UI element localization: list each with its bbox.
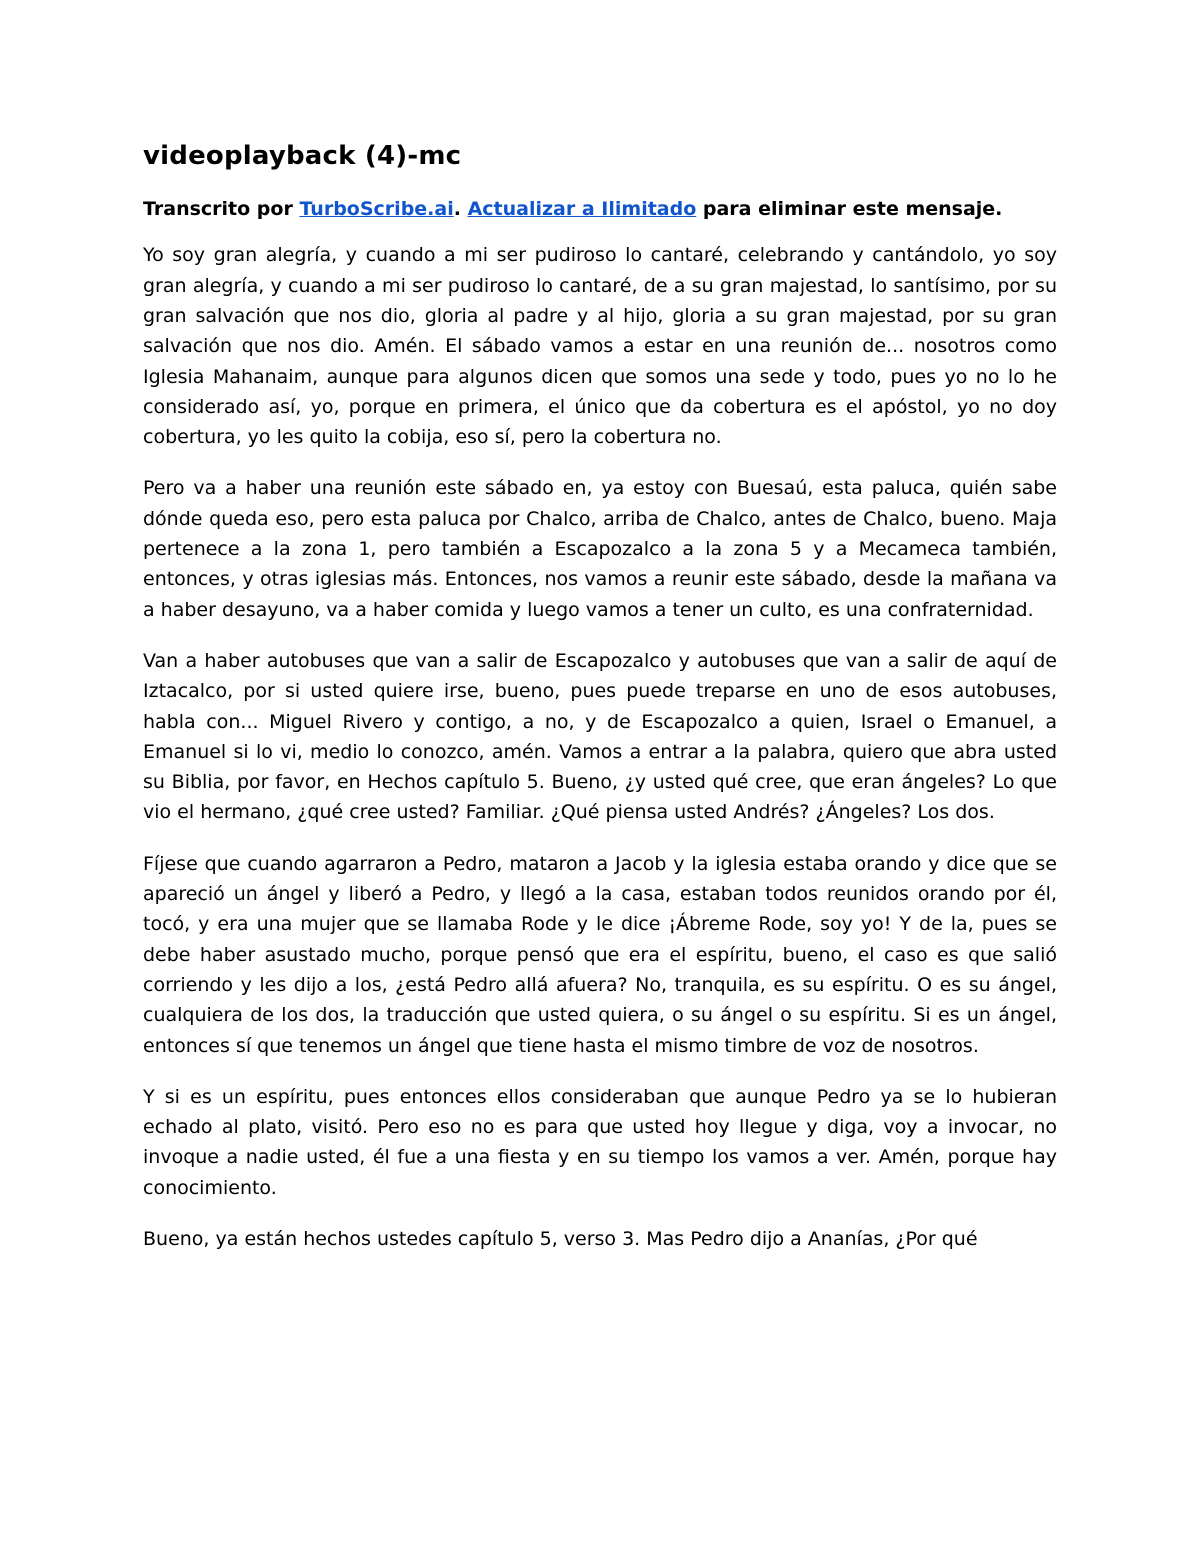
- notice-prefix: Transcrito por: [143, 197, 300, 220]
- document-title: videoplayback (4)-mc: [143, 141, 462, 171]
- notice-suffix: para eliminar este mensaje.: [696, 197, 1003, 220]
- notice-separator: .: [453, 197, 468, 220]
- paragraph-3: Van a haber autobuses que van a salir de Escapozalco y autobuses que van a salir de aquí de Iztacalco, por si usted quiere irse, bueno, pues puede treparse en uno de esos autobuses, habla con... Miguel Rivero y contigo, a no, y de Escapozalco a quien, Israel o Emanuel, a Emanuel si lo vi, medio lo conozco, amén. Vamos a entrar a la palabra, quiero que abra usted su Biblia, por favor, en Hechos capítulo 5. Bueno, ¿y usted qué cree, que eran ángeles? Lo que vio el hermano, ¿qué cree usted? Familiar. ¿Qué piensa usted Andrés? ¿Ángeles? Los dos.: [143, 649, 1057, 824]
- paragraph-4: Fíjese que cuando agarraron a Pedro, mataron a Jacob y la iglesia estaba orando y dice que se apareció un ángel y liberó a Pedro, y llegó a la casa, estaban todos reunidos orando por él, tocó, y era una mujer que se llamaba Rode y le dice ¡Ábreme Rode, soy yo! Y de la, pues se debe haber asustado mucho, porque pensó que era el espíritu, bueno, el caso es que salió corriendo y les dijo a los, ¿está Pedro allá afuera? No, tranquila, es su espíritu. O es su ángel, cualquiera de los dos, la traducción que usted quiera, o su ángel o su espíritu. Si es un ángel, entonces sí que tenemos un ángel que tiene hasta el mismo timbre de voz de nosotros.: [143, 852, 1057, 1057]
- paragraph-6: Bueno, ya están hechos ustedes capítulo 5, verso 3. Mas Pedro dijo a Ananías, ¿Por qué: [143, 1228, 978, 1250]
- upgrade-unlimited-link[interactable]: Actualizar a Ilimitado: [467, 197, 697, 220]
- document-page: [143, 140, 1057, 1275]
- paragraph-5: Y si es un espíritu, pues entonces ellos consideraban que aunque Pedro ya se lo hubieran echado al plato, visitó. Pero eso no es para que usted hoy llegue y diga, voy a invocar, no invoque a nadie usted, él fue a una fiesta y en su tiempo los vamos a ver. Amén, porque hay conocimiento.: [143, 1085, 1057, 1199]
- paragraph-1: Yo soy gran alegría, y cuando a mi ser pudiroso lo cantaré, celebrando y cantándolo, yo soy gran alegría, y cuando a mi ser pudiroso lo cantaré, de a su gran majestad, lo santísimo, por su gran salvación que nos dio, gloria al padre y al hijo, gloria a su gran majestad, por su gran salvación que nos dio. Amén. El sábado vamos a estar en una reunión de... nosotros como Iglesia Mahanaim, aunque para algunos dicen que somos una sede y todo, pues yo no lo he considerado así, yo, porque en primera, el único que da cobertura es el apóstol, yo no doy cobertura, yo les quito la cobija, eso sí, pero la cobertura no.: [143, 244, 1057, 449]
- turboscribe-link[interactable]: TurboScribe.ai: [299, 197, 454, 220]
- paragraph-2: Pero va a haber una reunión este sábado en, ya estoy con Buesaú, esta paluca, quién sabe dónde queda eso, pero esta paluca por Chalco, arriba de Chalco, antes de Chalco, bueno. Maja pertenece a la zona 1, pero también a Escapozalco a la zona 5 y a Mecameca también, entonces, y otras iglesias más. Entonces, nos vamos a reunir este sábado, desde la mañana va a haber desayuno, va a haber comida y luego vamos a tener un culto, es una confraternidad.: [143, 477, 1057, 621]
- transcription-notice: [143, 196, 1057, 223]
